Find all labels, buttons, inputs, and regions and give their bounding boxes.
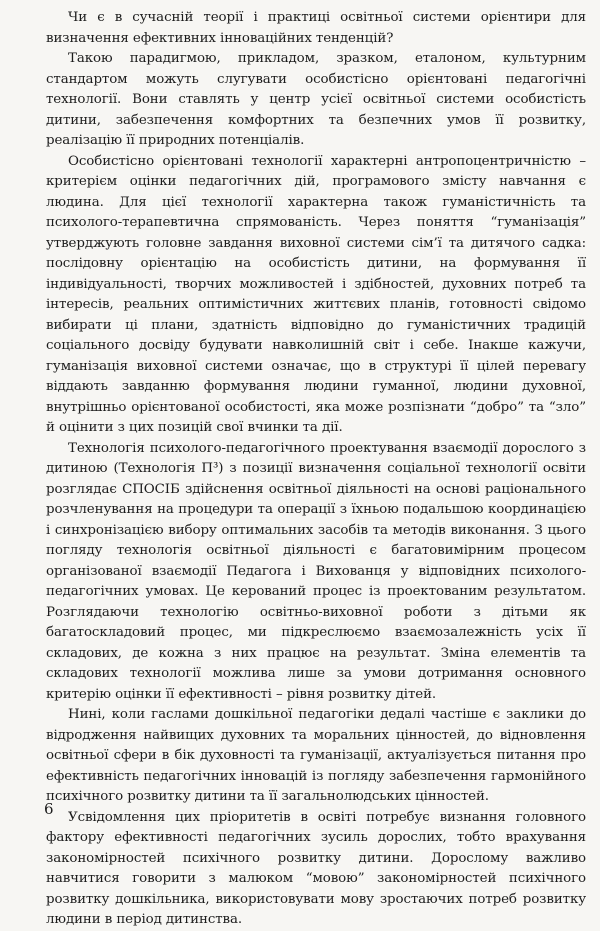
- paragraph-1: Чи є в сучасній теорії і практиці освітньої системи орієнтири для визначення ефективних інноваційних тенденцій?: [46, 10, 586, 46]
- paragraph-5: Нині, коли гаслами дошкільної педагогіки дедалі частіше є заклики до відродження найвищих духовних та моральних цінностей, до відновлення освітньої сфери в бік духовності та гуманізації, актуалізується питання про ефективність педагогічних інновацій із погляду забезпечення гармонійного психічного розвитку дитини та її загальнолюдських цінностей.: [46, 707, 586, 804]
- paragraph-6: Усвідомлення цих пріоритетів в освіті потребує визнання головного фактору ефективності педагогічних зусиль дорослих, тобто врахування закономірностей психічного розвитку дитини. Дорослому важливо навчитися говорити з малюком “мовою” закономірностей психічного розвитку дошкільника, використовувати мову зростаючих потреб розвитку людини в період дитинства.: [46, 809, 586, 927]
- paragraph-2: Такою парадигмою, прикладом, зразком, еталоном, культурним стандартом можуть слугувати особистісно орієнтовані педагогічні технології. Вони ставлять у центр усієї освітньої системи особистість дитини, забезпечення комфортних та безпечних умов її розвитку, реалізацію її природних потенціалів.: [46, 51, 586, 148]
- page-number: 6: [44, 800, 54, 818]
- paragraph-3: Особистісно орієнтовані технології характерні антропоцентричністю – критерієм оцінки педагогічних дій, програмового змісту навчання є людина. Для цієї технології характерна також гуманістичність та психолого-терапевтична спрямованість. Через поняття “гуманізація” утверджують головне завдання виховної системи сім’ї та дитячого садка: послідовну орієнтацію на особистість дитини, на формування її індивідуальності, творчих можливостей і здібностей, духовних потреб та інтересів, реальних оптимістичних життєвих планів, готовності свідомо вибирати ці плани, здатність відповідно до гуманістичних традицій соціального досвіду будувати навколишній світ і себе. Інакше кажучи, гуманізація виховної системи означає, що в структурі її цілей перевагу віддають завданню формування людини гуманної, людини духовної, внутрішньо орієнтованої особистості, яка може розпізнати “добро” та “зло” й оцінити з цих позицій свої вчинки та дії.: [46, 153, 586, 435]
- paragraph-4: Технологія психолого-педагогічного проектування взаємодії дорослого з дитиною (Технологія П³) з позиції визначення соціальної технології освіти розглядає СПОСІБ здійснення освітньої діяльності на основі раціонального розчленування на процедури та операції з їхньою подальшою координацією і синхронізацією вибору оптимальних засобів та методів виконання. З цього погляду технологія освітньої діяльності є багатовимірним процесом організованої взаємодії Педагога і Вихованця у відповідних психолого-педагогічних умовах. Це керований процес із проектованим результатом. Розглядаючи технологію освітньо-виховної роботи з дітьми як багатоскладовий процес, ми підкреслюємо взаємозалежність усіх її складових, де кожна з них працює на результат. Зміна елементів та складових технології можлива лише за умови дотримання основного критерію оцінки її ефективності – рівня розвитку дітей.: [46, 440, 586, 702]
